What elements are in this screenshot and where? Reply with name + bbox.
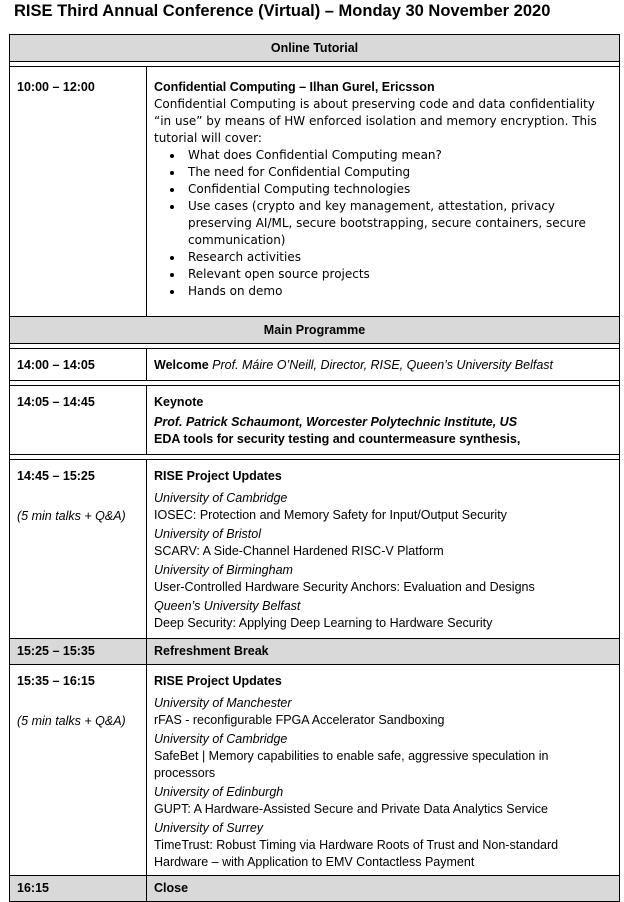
- keynote-row: [10, 386, 620, 455]
- keynote-time: 14:05 – 14:45: [10, 386, 147, 455]
- university-name: University of Bristol: [154, 527, 261, 541]
- tutorial-time: 10:00 – 12:00: [10, 67, 147, 317]
- tutorial-title: Confidential Computing – Ilhan Gurel, Ericsson: [154, 80, 435, 94]
- updates1-cell: [147, 460, 620, 639]
- updates2-row: [10, 665, 620, 876]
- keynote-label: Keynote: [154, 395, 204, 409]
- talk-title: rFAS - reconfigurable FPGA Accelerator Sandboxing: [154, 713, 445, 727]
- updates1-time: 14:45 – 15:25: [17, 469, 95, 483]
- updates1-row: [10, 460, 620, 639]
- list-item: • Research activities: [184, 249, 613, 266]
- updates1-label: RISE Project Updates: [154, 469, 282, 483]
- talk-title: Deep Security: Applying Deep Learning to Hardware Security: [154, 616, 493, 630]
- keynote-cell: [147, 386, 620, 455]
- updates1-time-cell: [10, 460, 147, 639]
- document-title: RISE Third Annual Conference (Virtual) – Monday 30 November 2020: [14, 2, 551, 20]
- updates2-time-cell: [10, 665, 147, 876]
- break-row: [10, 639, 620, 665]
- talk-title: IOSEC: Protection and Memory Safety for Input/Output Security: [154, 508, 507, 522]
- university-name: University of Cambridge: [154, 491, 288, 505]
- keynote-talk: EDA tools for security testing and countermeasure synthesis,: [154, 432, 521, 446]
- updates2-cell: [147, 665, 620, 876]
- section-header-tutorial: [10, 35, 620, 62]
- university-name: University of Surrey: [154, 821, 264, 835]
- close-time: 16:15: [10, 876, 147, 902]
- list-item: • The need for Confidential Computing: [184, 164, 613, 181]
- updates2-time: 15:35 – 16:15: [17, 674, 95, 688]
- talk-title: SafeBet | Memory capabilities to enable safe, aggressive speculation in processors: [154, 749, 549, 780]
- welcome-row: [10, 349, 620, 381]
- break-time: 15:25 – 15:35: [10, 639, 147, 665]
- tutorial-row: [10, 67, 620, 317]
- section-title: Main Programme: [10, 317, 620, 344]
- welcome-time: 14:00 – 14:05: [10, 349, 147, 381]
- university-name: University of Birmingham: [154, 563, 293, 577]
- university-name: Queen’s University Belfast: [154, 599, 301, 613]
- welcome-label: Welcome: [154, 358, 209, 372]
- talk-title: TimeTrust: Robust Timing via Hardware Roots of Trust and Non-standard Hardware – with Application to EMV Contactless Payment: [154, 838, 559, 869]
- section-header-main: [10, 317, 620, 344]
- close-row: [10, 876, 620, 902]
- talk-title: User-Controlled Hardware Security Anchors: Evaluation and Designs: [154, 580, 535, 594]
- tutorial-cell: [147, 67, 620, 317]
- university-name: University of Cambridge: [154, 732, 288, 746]
- list-item: • Use cases (crypto and key management, attestation, privacy preserving AI/ML, secure bootstrapping, secure containers, secure communication): [184, 198, 613, 249]
- list-item: • What does Confidential Computing mean?: [184, 147, 613, 164]
- tutorial-intro: Confidential Computing is about preserving code and data confidentiality “in use” by means of HW enforced isolation and memory encryption. This tutorial will cover:: [154, 97, 597, 145]
- talk-title: GUPT: A Hardware-Assisted Secure and Private Data Analytics Service: [154, 802, 548, 816]
- tutorial-topic-list: [154, 147, 613, 300]
- close-label: Close: [147, 876, 620, 902]
- university-name: University of Edinburgh: [154, 785, 284, 799]
- updates2-label: RISE Project Updates: [154, 674, 282, 688]
- updates2-note: (5 min talks + Q&A): [17, 714, 126, 728]
- welcome-cell: [147, 349, 620, 381]
- list-item: • Relevant open source projects: [184, 266, 613, 283]
- keynote-speaker: Prof. Patrick Schaumont, Worcester Polytechnic Institute, US: [154, 415, 518, 429]
- list-item: • Hands on demo: [184, 283, 613, 300]
- section-title: Online Tutorial: [10, 35, 620, 62]
- university-name: University of Manchester: [154, 696, 292, 710]
- break-label: Refreshment Break: [147, 639, 620, 665]
- programme-table: [9, 34, 620, 902]
- list-item: • Confidential Computing technologies: [184, 181, 613, 198]
- welcome-speaker: Prof. Máire O’Neill, Director, RISE, Queen’s University Belfast: [212, 358, 553, 372]
- talk-title: SCARV: A Side-Channel Hardened RISC-V Platform: [154, 544, 444, 558]
- updates1-note: (5 min talks + Q&A): [17, 509, 126, 523]
